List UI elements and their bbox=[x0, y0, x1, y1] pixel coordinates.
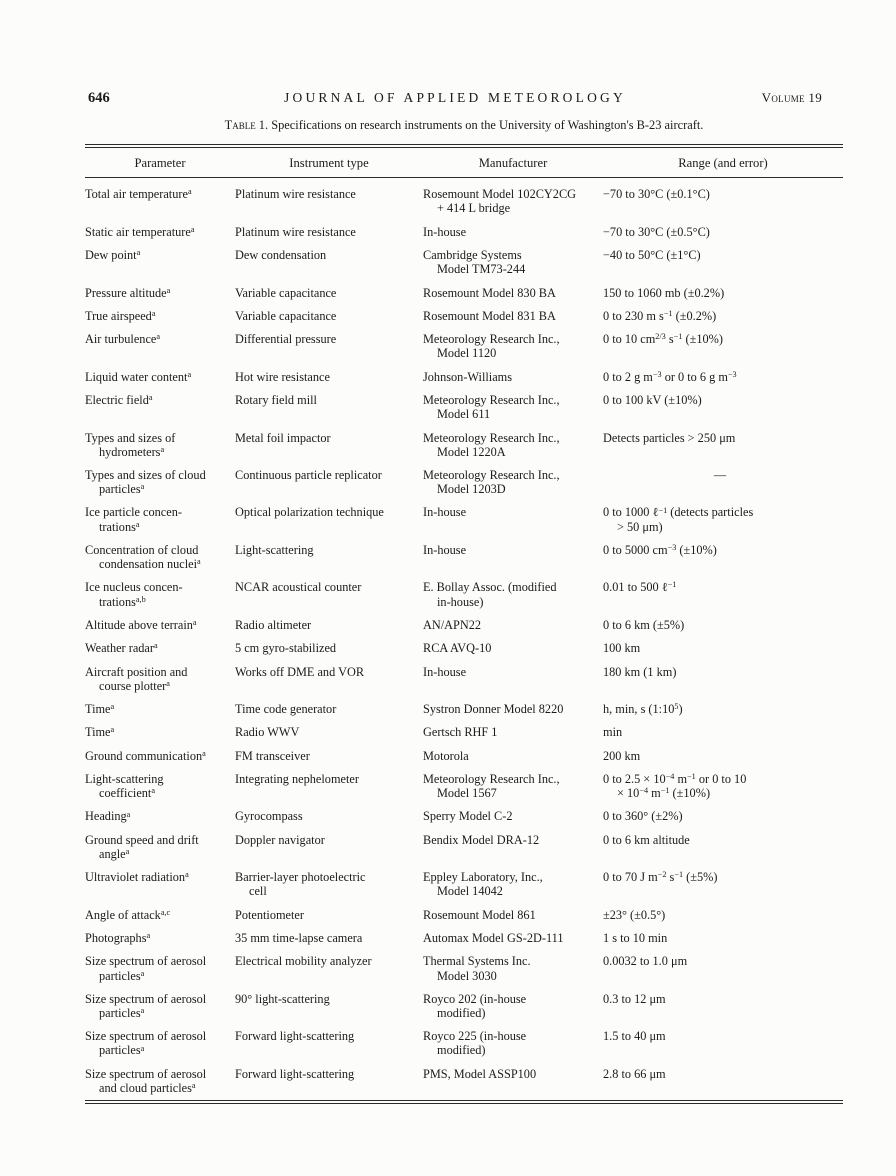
column-header: Instrument type bbox=[235, 148, 423, 178]
cell-range: 180 km (1 km) bbox=[603, 664, 677, 679]
cell-parameter: Size spectrum of aerosol particles$^a$ bbox=[85, 991, 207, 1020]
caption-label: Table 1. bbox=[224, 118, 269, 132]
cell-manufacturer: Rosemount Model 102CY2CG + 414 L bridge bbox=[423, 187, 577, 216]
cell-range: 0.3 to 12 μm bbox=[603, 991, 666, 1006]
cell-range: 0 to 5000 $cm^{-3}$ (±10%) bbox=[603, 542, 717, 557]
cell-manufacturer: In-house bbox=[423, 542, 467, 557]
cell-range: 0 to 6 km altitude bbox=[603, 832, 690, 847]
table-row bbox=[85, 501, 843, 538]
table-bottom-rule bbox=[85, 1100, 843, 1104]
cell-manufacturer: Motorola bbox=[423, 748, 469, 763]
cell-instrument-type: Differential pressure bbox=[235, 332, 337, 347]
cell-parameter: Total air temperature$^a$ bbox=[85, 187, 192, 202]
table-row bbox=[85, 1025, 843, 1062]
cell-manufacturer: In-house bbox=[423, 505, 467, 520]
cell-instrument-type: Optical polarization technique bbox=[235, 505, 384, 520]
cell-manufacturer: Rosemount Model 831 BA bbox=[423, 308, 556, 323]
table-row bbox=[85, 244, 843, 281]
cell-parameter: Heading$^a$ bbox=[85, 809, 131, 824]
cell-parameter: Liquid water content$^a$ bbox=[85, 369, 192, 384]
cell-parameter: Electric field$^a$ bbox=[85, 393, 153, 408]
table-row bbox=[85, 365, 843, 388]
cell-range: Detects particles > 250 μm bbox=[603, 430, 736, 445]
cell-range: 0 to $2.5 \times 10^{-4}$ $m^{-1}$ or 0 to 10 × $10^{-4}$ $m^{-1}$ (±10%) bbox=[603, 771, 747, 801]
cell-instrument-type: Platinum wire resistance bbox=[235, 224, 356, 239]
cell-instrument-type: Platinum wire resistance bbox=[235, 187, 356, 202]
cell-parameter: Pressure altitude$^a$ bbox=[85, 285, 171, 300]
cell-manufacturer: Royco 225 (in-house modified) bbox=[423, 1029, 527, 1058]
cell-instrument-type: Barrier-layer photoelectric cell bbox=[235, 870, 366, 899]
cell-manufacturer: RCA AVQ-10 bbox=[423, 641, 492, 656]
cell-range: 0 to 6 km (±5%) bbox=[603, 617, 685, 632]
cell-parameter: Ice nucleus concen- trations$^{a,b}$ bbox=[85, 580, 183, 609]
table-row bbox=[85, 721, 843, 744]
table-container bbox=[85, 118, 843, 1104]
cell-parameter: Ultraviolet radiation$^a$ bbox=[85, 870, 189, 885]
cell-parameter: Aircraft position and course plotter$^a$ bbox=[85, 664, 188, 693]
table-header-row bbox=[85, 148, 843, 178]
cell-parameter: Size spectrum of aerosol and cloud particles$^a$ bbox=[85, 1066, 207, 1095]
cell-manufacturer: Meteorology Research Inc., Model 1120 bbox=[423, 332, 560, 361]
research-instruments-table bbox=[85, 148, 843, 1100]
cell-instrument-type: Radio altimeter bbox=[235, 617, 312, 632]
cell-instrument-type: Variable capacitance bbox=[235, 308, 337, 323]
cell-range: 0 to 2 g $m^{-3}$ or 0 to 6 g $m^{-3}$ bbox=[603, 369, 737, 384]
cell-manufacturer: Bendix Model DRA-12 bbox=[423, 832, 540, 847]
cell-range: 0 to 10 $cm^{2/3}$ $s^{-1}$ (±10%) bbox=[603, 332, 723, 347]
cell-range: — bbox=[713, 468, 727, 482]
cell-manufacturer: Meteorology Research Inc., Model 1220A bbox=[423, 430, 560, 459]
cell-manufacturer: Eppley Laboratory, Inc., Model 14042 bbox=[423, 870, 543, 899]
table-caption bbox=[85, 118, 843, 133]
table-row bbox=[85, 576, 843, 613]
cell-parameter: Photographs$^a$ bbox=[85, 931, 151, 946]
cell-instrument-type: 35 mm time-lapse camera bbox=[235, 931, 363, 946]
cell-instrument-type: Time code generator bbox=[235, 702, 337, 716]
cell-instrument-type: 5 cm gyro-stabilized bbox=[235, 641, 337, 656]
cell-parameter: Time$^a$ bbox=[85, 725, 115, 740]
cell-manufacturer: Meteorology Research Inc., Model 1567 bbox=[423, 771, 560, 801]
caption-text: Specifications on research instruments on the University of Washington's B-23 aircraft. bbox=[271, 118, 704, 132]
page-number: 646 bbox=[88, 90, 110, 106]
table-row bbox=[85, 828, 843, 865]
cell-manufacturer: Royco 202 (in-house modified) bbox=[423, 991, 527, 1020]
cell-range: ±23° (±0.5°) bbox=[603, 907, 666, 922]
cell-range: 0 to 70 J $m^{-2}$ $s^{-1}$ (±5%) bbox=[603, 870, 718, 885]
cell-instrument-type: Hot wire resistance bbox=[235, 369, 330, 384]
column-header: Parameter bbox=[85, 148, 235, 178]
cell-parameter: Static air temperature$^a$ bbox=[85, 224, 195, 239]
cell-instrument-type: Electrical mobility analyzer bbox=[235, 954, 372, 969]
cell-manufacturer: In-house bbox=[423, 224, 467, 239]
cell-manufacturer: E. Bollay Assoc. (modified in-house) bbox=[423, 580, 557, 609]
cell-parameter: True airspeed$^a$ bbox=[85, 308, 156, 323]
cell-range: 0 to 230 m $s^{-1}$ (±0.2%) bbox=[603, 308, 717, 323]
cell-range: 1 s to 10 min bbox=[603, 931, 668, 946]
running-head bbox=[88, 90, 822, 107]
cell-instrument-type: Works off DME and VOR bbox=[235, 664, 365, 679]
cell-manufacturer: Systron Donner Model 8220 bbox=[423, 702, 564, 716]
cell-range: −70 to 30°C (±0.1°C) bbox=[603, 187, 710, 202]
table-row bbox=[85, 178, 843, 220]
cell-parameter: Dew point$^a$ bbox=[85, 248, 141, 263]
cell-parameter: Ground speed and drift angle$^a$ bbox=[85, 832, 199, 861]
cell-manufacturer: Meteorology Research Inc., Model 1203D bbox=[423, 468, 560, 497]
cell-range: 100 km bbox=[603, 641, 641, 656]
table-body bbox=[85, 178, 843, 1100]
cell-parameter: Light-scattering coefficient$^a$ bbox=[85, 771, 164, 801]
cell-parameter: Types and sizes of cloud particles$^a$ bbox=[85, 468, 206, 497]
cell-range: −40 to 50°C (±1°C) bbox=[603, 248, 701, 263]
cell-manufacturer: Johnson-Williams bbox=[423, 369, 512, 384]
cell-range: 0 to 360° (±2%) bbox=[603, 809, 683, 824]
cell-instrument-type: Metal foil impactor bbox=[235, 430, 331, 445]
cell-manufacturer: In-house bbox=[423, 664, 467, 679]
cell-instrument-type: Light-scattering bbox=[235, 542, 314, 557]
table-row bbox=[85, 1062, 843, 1099]
cell-range: 0.01 to 500 ℓ$^{-1}$ bbox=[603, 580, 677, 595]
cell-instrument-type: Forward light-scattering bbox=[235, 1066, 355, 1081]
table-row bbox=[85, 660, 843, 697]
cell-parameter: Concentration of cloud condensation nuclei$^a$ bbox=[85, 542, 201, 572]
table-row bbox=[85, 637, 843, 660]
cell-parameter: Size spectrum of aerosol particles$^a$ bbox=[85, 1029, 207, 1058]
table-row bbox=[85, 866, 843, 903]
cell-range: 200 km bbox=[603, 748, 641, 763]
table-row bbox=[85, 744, 843, 767]
cell-manufacturer: Rosemount Model 861 bbox=[423, 907, 536, 922]
table-row bbox=[85, 697, 843, 720]
cell-manufacturer: Thermal Systems Inc. Model 3030 bbox=[423, 954, 531, 983]
cell-instrument-type: Rotary field mill bbox=[235, 393, 317, 408]
cell-range: 0 to 100 kV (±10%) bbox=[603, 393, 702, 408]
table-row bbox=[85, 903, 843, 926]
table-row bbox=[85, 304, 843, 327]
column-header: Manufacturer bbox=[423, 148, 603, 178]
cell-instrument-type: Forward light-scattering bbox=[235, 1029, 355, 1044]
table-row bbox=[85, 426, 843, 463]
cell-manufacturer: Automax Model GS-2D-111 bbox=[423, 931, 564, 946]
cell-range: 0.0032 to 1.0 μm bbox=[603, 954, 688, 969]
cell-range: 1.5 to 40 μm bbox=[603, 1029, 666, 1044]
table-row bbox=[85, 220, 843, 243]
table-row bbox=[85, 463, 843, 500]
cell-parameter: Ground communication$^a$ bbox=[85, 748, 206, 763]
cell-parameter: Air turbulence$^a$ bbox=[85, 332, 161, 347]
cell-range: −70 to 30°C (±0.5°C) bbox=[603, 224, 710, 239]
table-row bbox=[85, 613, 843, 636]
table-row bbox=[85, 767, 843, 804]
cell-parameter: Size spectrum of aerosol particles$^a$ bbox=[85, 954, 207, 983]
cell-instrument-type: Dew condensation bbox=[235, 248, 327, 263]
cell-instrument-type: FM transceiver bbox=[235, 748, 310, 763]
cell-instrument-type: NCAR acoustical counter bbox=[235, 580, 362, 595]
cell-instrument-type: 90° light-scattering bbox=[235, 991, 330, 1006]
cell-manufacturer: Gertsch RHF 1 bbox=[423, 725, 498, 740]
cell-range: min bbox=[603, 725, 623, 740]
journal-title: JOURNAL OF APPLIED METEOROLOGY bbox=[284, 90, 626, 105]
table-row bbox=[85, 805, 843, 828]
cell-instrument-type: Doppler navigator bbox=[235, 832, 325, 847]
table-row bbox=[85, 987, 843, 1024]
cell-manufacturer: Rosemount Model 830 BA bbox=[423, 285, 556, 300]
cell-range: h, min, s $(1:10^5)$ bbox=[603, 702, 683, 716]
cell-manufacturer: PMS, Model ASSP100 bbox=[423, 1066, 537, 1081]
table-row bbox=[85, 950, 843, 987]
cell-parameter: Types and sizes of hydrometers$^a$ bbox=[85, 430, 176, 459]
cell-manufacturer: Sperry Model C-2 bbox=[423, 809, 513, 824]
cell-instrument-type: Radio WWV bbox=[235, 725, 300, 740]
cell-manufacturer: Cambridge Systems Model TM73-244 bbox=[423, 248, 526, 277]
cell-parameter: Angle of attack$^{a,c}$ bbox=[85, 907, 171, 922]
cell-range: 0 to 1000 ℓ$^{-1}$ (detects particles > 50 μm) bbox=[603, 505, 754, 534]
volume-label: Volume 19 bbox=[761, 90, 822, 105]
column-header: Range (and error) bbox=[603, 148, 843, 178]
cell-range: 2.8 to 66 μm bbox=[603, 1066, 666, 1081]
cell-instrument-type: Potentiometer bbox=[235, 907, 304, 922]
table-row bbox=[85, 388, 843, 425]
cell-instrument-type: Variable capacitance bbox=[235, 285, 337, 300]
cell-instrument-type: Continuous particle replicator bbox=[235, 468, 382, 482]
cell-parameter: Altitude above terrain$^a$ bbox=[85, 617, 197, 632]
table-row bbox=[85, 281, 843, 304]
cell-parameter: Time$^a$ bbox=[85, 702, 115, 716]
table-row bbox=[85, 328, 843, 365]
cell-range: 150 to 1060 mb (±0.2%) bbox=[603, 285, 725, 300]
table-row bbox=[85, 926, 843, 949]
cell-parameter: Weather radar$^a$ bbox=[85, 641, 158, 656]
cell-manufacturer: Meteorology Research Inc., Model 611 bbox=[423, 393, 560, 422]
cell-instrument-type: Gyrocompass bbox=[235, 809, 303, 824]
cell-instrument-type: Integrating nephelometer bbox=[235, 771, 359, 786]
table-row bbox=[85, 538, 843, 575]
cell-manufacturer: AN/APN22 bbox=[423, 617, 482, 632]
cell-parameter: Ice particle concen- trations$^a$ bbox=[85, 505, 182, 534]
